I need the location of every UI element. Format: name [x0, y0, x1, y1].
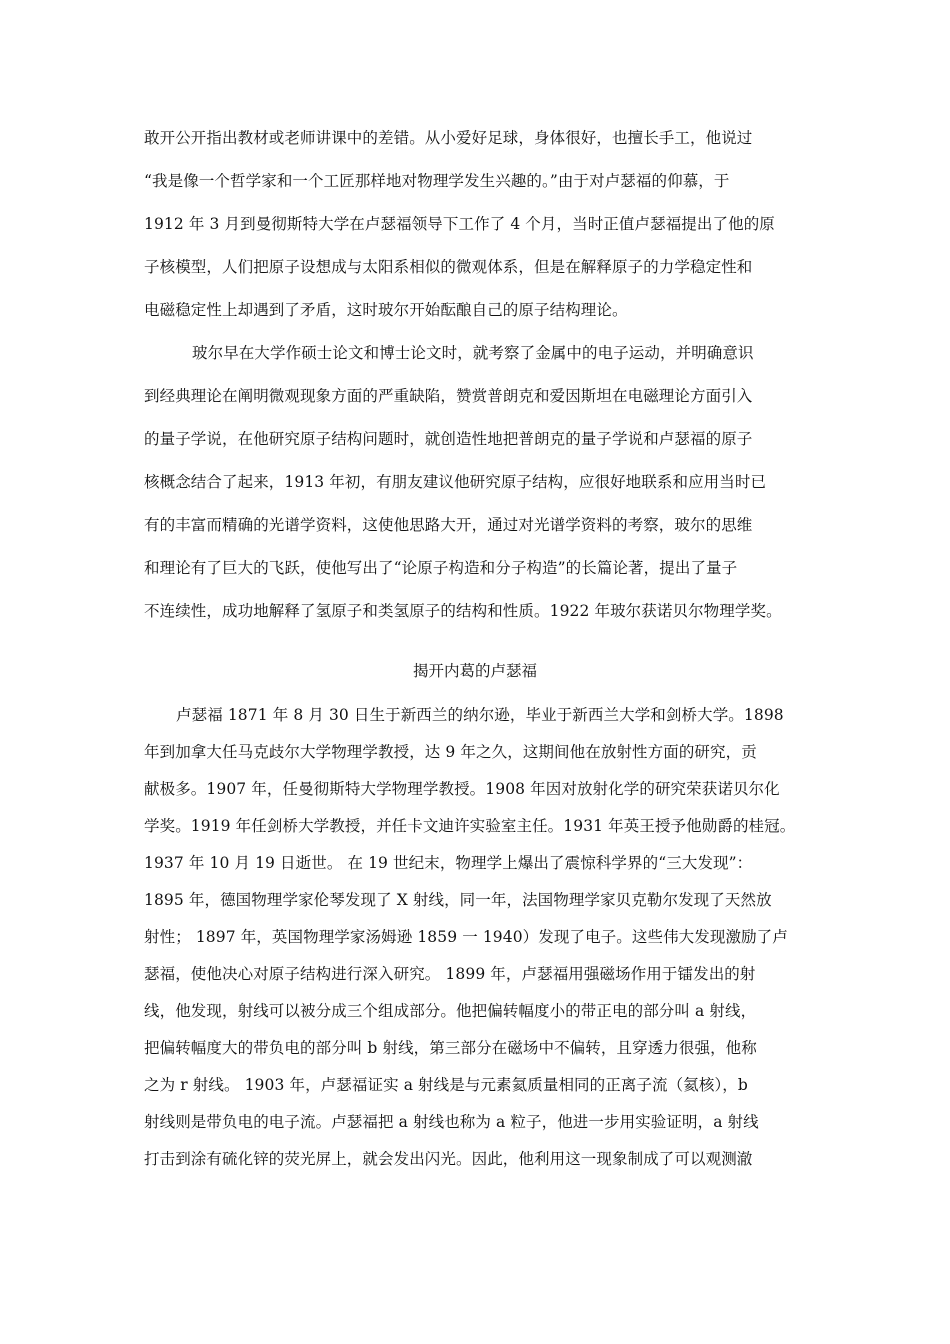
text-line: 不连续性，成功地解释了氢原子和类氢原子的结构和性质。1922 年玻尔获诺贝尔物理学奖。	[144, 602, 782, 620]
text-line: 子核模型，人们把原子设想成与太阳系相似的微观体系，但是在解释原子的力学稳定性和	[144, 258, 753, 276]
text-line: 1912 年 3 月到曼彻斯特大学在卢瑟福领导下工作了 4 个月，当时正值卢瑟福提出了他的原	[144, 215, 775, 233]
text-line: 射性； 1897 年，英国物理学家汤姆逊 1859 一 1940）发现了电子。这些伟大发现激励了卢	[144, 928, 788, 946]
text-line: 1937 年 10 月 19 日逝世。 在 19 世纪末，物理学上爆出了震惊科学界的“三大发现”：	[144, 854, 753, 872]
text-line: 线，他发现，射线可以被分成三个组成部分。他把偏转幅度小的带正电的部分叫 a 射线，	[144, 1002, 757, 1020]
text-line: 到经典理论在阐明微观现象方面的严重缺陷，赞赏普朗克和爱因斯坦在电磁理论方面引入	[144, 387, 753, 405]
section-title: 揭开内葛的卢瑟福	[412, 662, 537, 680]
text-line: 射线则是带负电的电子流。卢瑟福把 a 射线也称为 a 粒子，他进一步用实验证明，a 射线	[144, 1113, 759, 1131]
text-line: 瑟福，使他决心对原子结构进行深入研究。 1899 年，卢瑟福用强磁场作用于镭发出的射	[144, 965, 756, 983]
text-line: 1895 年，德国物理学家伦琴发现了 X 射线，同一年，法国物理学家贝克勒尔发现了天然放	[144, 891, 772, 909]
text-line: 卢瑟福 1871 年 8 月 30 日生于新西兰的纳尔逊，毕业于新西兰大学和剑桥大学。1898	[176, 706, 784, 724]
text-line: 敢开公开指出教材或老师讲课中的差错。从小爱好足球，身体很好，也擅长手工，他说过	[144, 129, 753, 147]
text-line: 玻尔早在大学作硕士论文和博士论文时，就考察了金属中的电子运动，并明确意识	[192, 344, 754, 362]
text-line: 学奖。1919 年任剑桥大学教授，并任卡文迪许实验室主任。1931 年英王授予他勋爵的桂冠。	[144, 817, 796, 835]
text-line: 电磁稳定性上却遇到了矛盾，这时玻尔开始酝酿自己的原子结构理论。	[144, 301, 628, 319]
text-line: 的量子学说，在他研究原子结构问题时，就创造性地把普朗克的量子学说和卢瑟福的原子	[144, 430, 753, 448]
text-line: “我是像一个哲学家和一个工匠那样地对物理学发生兴趣的。”由于对卢瑟福的仰慕，于	[144, 172, 730, 190]
text-line: 年到加拿大任马克歧尔大学物理学教授，达 9 年之久，这期间他在放射性方面的研究，贡	[144, 743, 757, 761]
text-line: 献极多。1907 年，任曼彻斯特大学物理学教授。1908 年因对放射化学的研究荣获诺贝尔化	[144, 780, 780, 798]
text-line: 核概念结合了起来，1913 年初，有朋友建议他研究原子结构，应很好地联系和应用当时已	[144, 473, 767, 491]
text-line: 有的丰富而精确的光谱学资料，这使他思路大开，通过对光谱学资料的考察，玻尔的思维	[144, 516, 753, 534]
text-line: 把偏转幅度大的带负电的部分叫 b 射线，第三部分在磁场中不偏转，且穿透力很强，他称	[144, 1039, 757, 1057]
text-line: 打击到涂有硫化锌的荧光屏上，就会发出闪光。因此，他利用这一现象制成了可以观测澈	[144, 1150, 753, 1168]
text-line: 之为 r 射线。 1903 年，卢瑟福证实 a 射线是与元素氦质量相同的正离子流（氦核），b	[144, 1076, 748, 1094]
text-line: 和理论有了巨大的飞跃，使他写出了“论原子构造和分子构造”的长篇论著，提出了量子	[144, 559, 738, 577]
